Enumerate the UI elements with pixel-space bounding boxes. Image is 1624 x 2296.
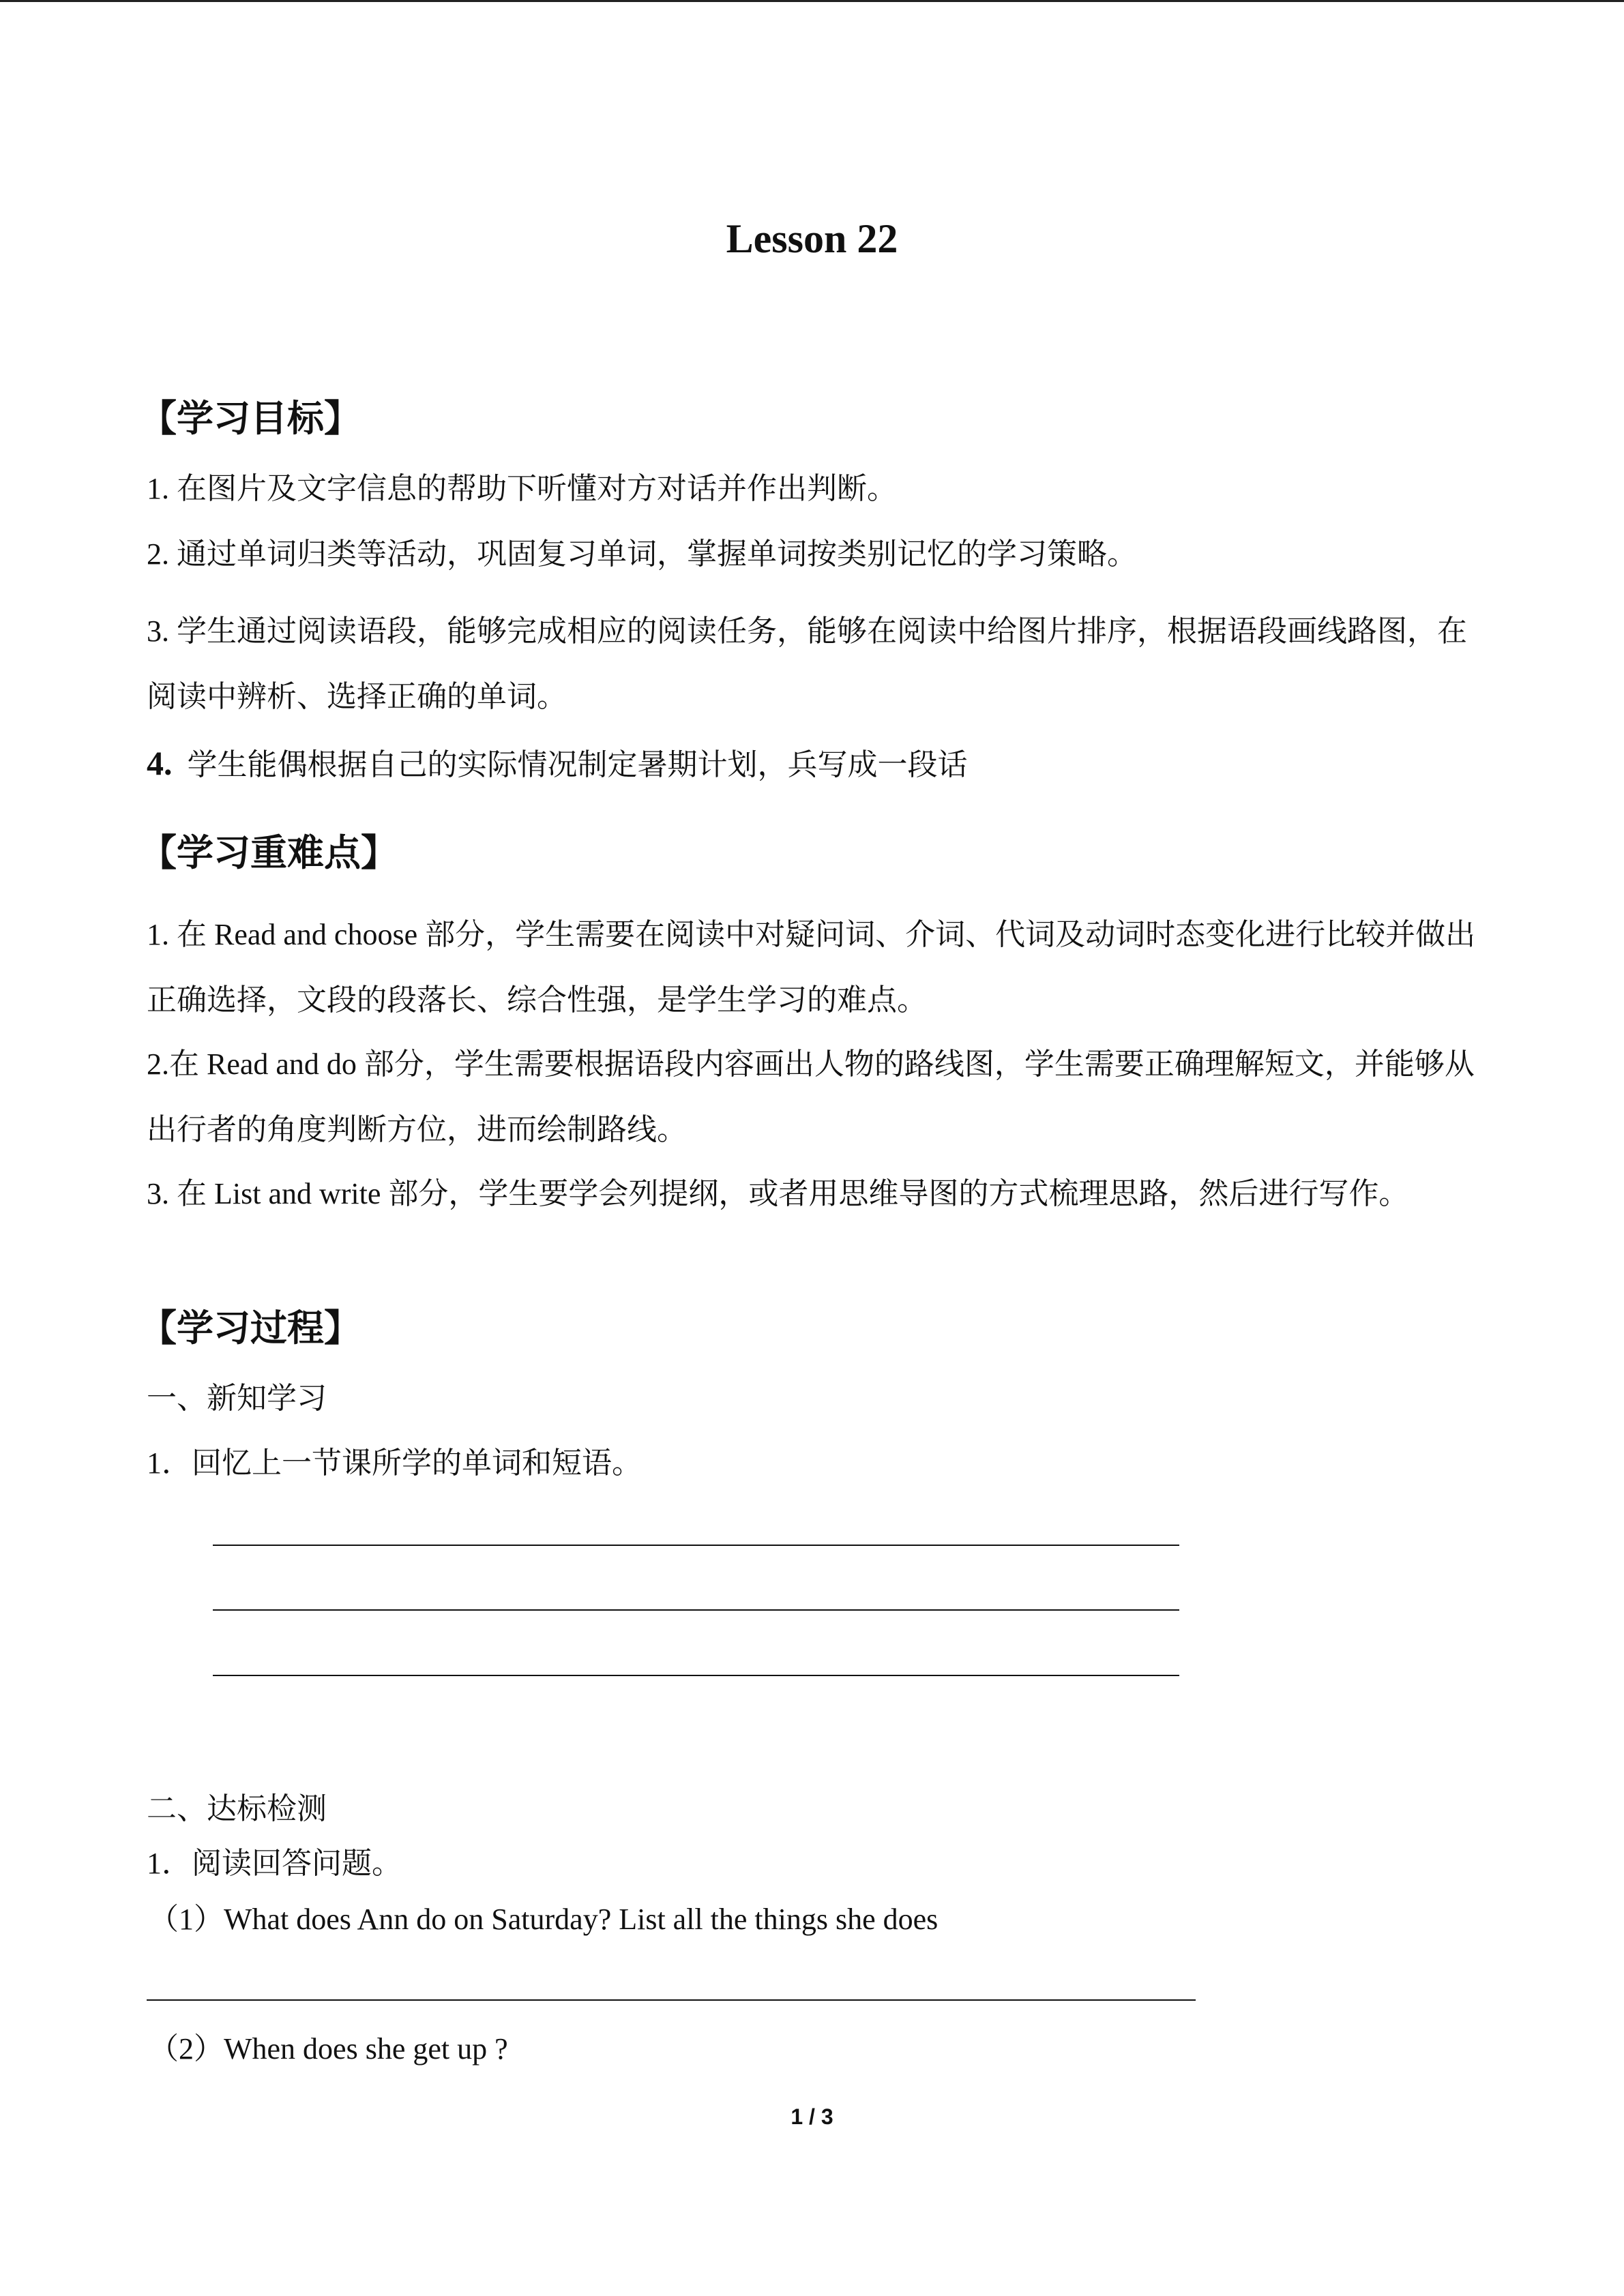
key-point-item-2: 2.在 Read and do 部分，学生需要根据语段内容画出人物的路线图，学生需要正确理解短文，并能够从出行者的角度判断方位，进而绘制路线。 bbox=[147, 1047, 1475, 1146]
objective-item-2: 2. 通过单词归类等活动，巩固复习单词，掌握单词按类别记忆的学习策略。 bbox=[147, 537, 1137, 571]
process-heading: 【学习过程】 bbox=[140, 1308, 361, 1349]
part1-label: 一、新知学习 bbox=[147, 1382, 327, 1415]
objectives-heading: 【学习目标】 bbox=[140, 398, 361, 439]
part1-question-1: 1．回忆上一节课所学的单词和短语。 bbox=[147, 1446, 642, 1480]
answer-line-2[interactable] bbox=[213, 1609, 1179, 1611]
part2-subquestion-1: （1）What does Ann do on Saturday? List all the things she does bbox=[149, 1903, 939, 1936]
key-point-item-1: 1. 在 Read and choose 部分，学生需要在阅读中对疑问词、介词、代词及动词时态变化进行比较并做出正确选择，文段的段落长、综合性强，是学生学习的难点。 bbox=[147, 918, 1476, 1017]
objective-item-4-text: 学生能偶根据自己的实际情况制定暑期计划，兵写成一段话 bbox=[187, 748, 968, 781]
key-points-heading: 【学习重难点】 bbox=[140, 833, 398, 874]
objective-item-4-number: 4. bbox=[147, 744, 173, 782]
part2-question-1: 1．阅读回答问题。 bbox=[147, 1847, 402, 1880]
part2-subquestion-2: （2）When does she get up ? bbox=[149, 2032, 508, 2066]
objective-item-4 bbox=[147, 743, 968, 786]
objective-item-3: 3. 学生通过阅读语段，能够完成相应的阅读任务，能够在阅读中给图片排序，根据语段画线路图，在阅读中辨析、选择正确的单词。 bbox=[147, 614, 1467, 713]
key-point-item-3: 3. 在 List and write 部分，学生要学会列提纲，或者用思维导图的方式梳理思路，然后进行写作。 bbox=[147, 1177, 1409, 1210]
answer-line-3[interactable] bbox=[213, 1675, 1179, 1676]
page-title: Lesson 22 bbox=[726, 216, 898, 261]
objective-item-1: 1. 在图片及文字信息的帮助下听懂对方对话并作出判断。 bbox=[147, 472, 897, 505]
part2-label: 二、达标检测 bbox=[147, 1792, 327, 1825]
page-number: 1 / 3 bbox=[791, 2104, 833, 2129]
answer-line-1[interactable] bbox=[213, 1545, 1179, 1546]
answer-line-4[interactable] bbox=[147, 1999, 1196, 2001]
